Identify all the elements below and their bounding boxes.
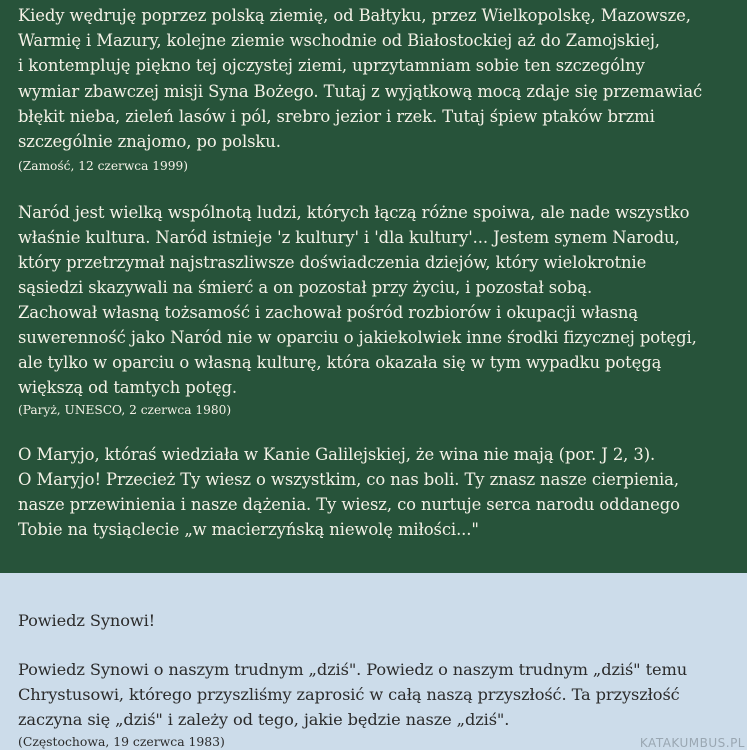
- text-line: właśnie kultura. Naród istnieje 'z kultury' i 'dla kultury'... Jestem synem Narodu,: [18, 228, 680, 247]
- text-line: i kontempluję piękno tej ojczystej ziemi, uprzytamniam sobie ten szczególny: [18, 56, 645, 75]
- watermark: KATAKUMBUS.PL: [639, 736, 745, 750]
- section-heading: Powiedz Synowi!: [18, 611, 156, 630]
- text-line: suwerenność jako Naród nie w oparciu o jakiekolwiek inne środki fizycznej potęgi,: [18, 328, 697, 347]
- blue-text-panel: [0, 573, 747, 750]
- text-line: wymiar zbawczej misji Syna Bożego. Tutaj z wyjątkową mocą zdaje się przemawiać: [18, 82, 703, 101]
- text-line: O Maryjo! Przecież Ty wiesz o wszystkim, co nas boli. Ty znasz nasze cierpienia,: [18, 470, 679, 489]
- text-line: Chrystusowi, którego przyszliśmy zaprosić w całą naszą przyszłość. Ta przyszłość: [18, 685, 680, 704]
- text-line: Tobie na tysiąclecie „w macierzyńską niewolę miłości...": [18, 520, 479, 539]
- citation: (Paryż, UNESCO, 2 czerwca 1980): [18, 403, 232, 417]
- text-line: błękit nieba, zieleń lasów i pól, srebro jezior i rzek. Tutaj śpiew ptaków brzmi: [18, 107, 655, 126]
- text-line: który przetrzymał najstraszliwsze doświadczenia dziejów, który wielokrotnie: [18, 253, 647, 272]
- text-line: większą od tamtych potęg.: [18, 378, 238, 397]
- citation: (Zamość, 12 czerwca 1999): [18, 159, 189, 173]
- text-line: szczególnie znajomo, po polsku.: [18, 132, 281, 151]
- citation: (Częstochowa, 19 czerwca 1983): [18, 734, 225, 749]
- text-line: Warmię i Mazury, kolejne ziemie wschodnie od Białostockiej aż do Zamojskiej,: [18, 31, 660, 50]
- text-line: Kiedy wędruję poprzez polską ziemię, od Bałtyku, przez Wielkopolskę, Mazowsze,: [18, 6, 691, 25]
- text-line: Powiedz Synowi o naszym trudnym „dziś". Powiedz o naszym trudnym „dziś" temu: [18, 660, 688, 679]
- text-line: ale tylko w oparciu o własną kulturę, która okazała się w tym wypadku potęgą: [18, 353, 662, 372]
- text-line: nasze przewinienia i nasze dążenia. Ty wiesz, co nurtuje serca narodu oddanego: [18, 495, 680, 514]
- text-line: Zachował własną tożsamość i zachował pośród rozbiorów i okupacji własną: [18, 303, 639, 322]
- text-line: sąsiedzi skazywali na śmierć a on pozostał przy życiu, i pozostał sobą.: [18, 278, 593, 297]
- text-line: O Maryjo, któraś wiedziała w Kanie Galilejskiej, że wina nie mają (por. J 2, 3).: [18, 445, 656, 464]
- text-line: zaczyna się „dziś" i zależy od tego, jakie będzie nasze „dziś".: [18, 710, 510, 729]
- text-line: Naród jest wielką wspólnotą ludzi, których łączą różne spoiwa, ale nade wszystko: [18, 203, 690, 222]
